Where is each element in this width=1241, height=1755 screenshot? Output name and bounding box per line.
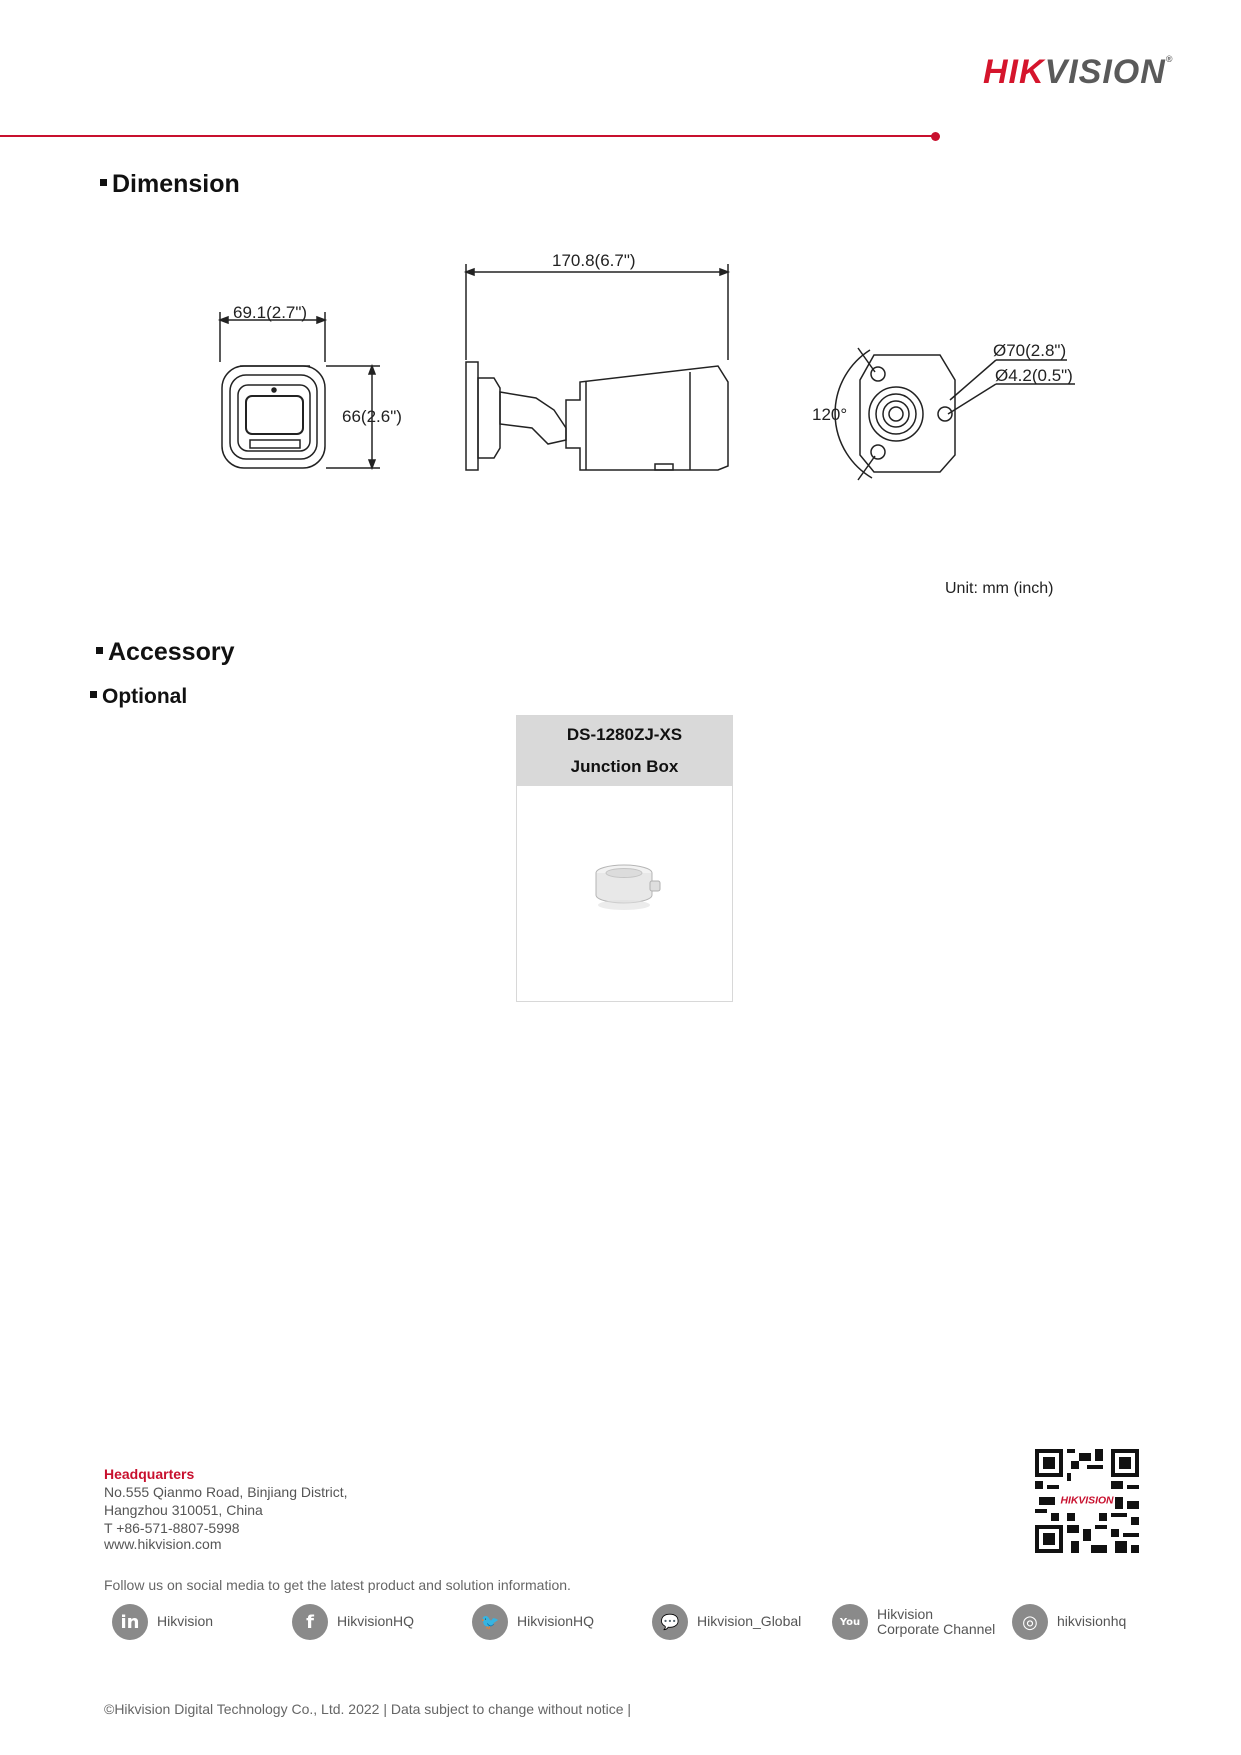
- accessory-card: [516, 715, 733, 1002]
- address-line: No.555 Qianmo Road, Binjiang District,: [104, 1484, 348, 1500]
- front-view: [220, 312, 380, 468]
- social-label: Hikvision: [157, 1613, 214, 1630]
- side-view: [466, 264, 728, 470]
- bullet-icon: [90, 691, 97, 698]
- wechat-icon: 💬: [652, 1604, 688, 1640]
- social-instagram[interactable]: [1012, 1604, 1126, 1640]
- social-label: HikvisionHQ: [337, 1613, 415, 1630]
- address-line: T +86-571-8807-5998: [104, 1520, 240, 1536]
- bullet-icon: [96, 647, 103, 654]
- junction-box-image: [592, 861, 662, 915]
- unit-note: Unit: mm (inch): [945, 580, 1054, 597]
- copyright: ©Hikvision Digital Technology Co., Ltd. 2022 | Data subject to change without notice |: [104, 1701, 632, 1717]
- social-label: Hikvision Corporate Channel: [877, 1605, 996, 1637]
- social-label: HikvisionHQ: [517, 1613, 595, 1630]
- youtube-icon: You: [832, 1604, 868, 1640]
- social-label: hikvisionhq: [1057, 1613, 1127, 1630]
- width-label: 69.1(2.7"): [233, 303, 308, 322]
- angle-label: 120°: [812, 405, 848, 424]
- accessory-heading: Accessory: [96, 640, 234, 665]
- base-diameter-label: Ø70(2.8"): [993, 341, 1067, 360]
- linkedin-icon: in: [112, 1604, 148, 1640]
- social-label: Hikvision_Global: [697, 1613, 802, 1630]
- facebook-icon: f: [292, 1604, 328, 1640]
- qr-logo: HIKVISION: [1060, 1495, 1114, 1507]
- dimension-drawing: [0, 0, 1241, 560]
- address-line: Hangzhou 310051, China: [104, 1502, 263, 1518]
- hikvision-logo: HIKVISION®: [983, 53, 1174, 91]
- height-label: 66(2.6"): [342, 407, 402, 426]
- hole-diameter-label: Ø4.2(0.5"): [995, 366, 1073, 385]
- twitter-icon: 🐦: [472, 1604, 508, 1640]
- instagram-icon: ◎: [1012, 1604, 1048, 1640]
- social-linkedin[interactable]: [112, 1604, 213, 1640]
- follow-text: Follow us on social media to get the latest product and solution information.: [104, 1577, 571, 1593]
- website-link[interactable]: www.hikvision.com: [104, 1536, 222, 1552]
- qr-code[interactable]: [1035, 1449, 1139, 1553]
- accessory-card-header: [517, 716, 732, 786]
- length-label: 170.8(6.7"): [552, 251, 636, 270]
- accessory-model: DS-1280ZJ-XS: [566, 725, 683, 744]
- social-wechat[interactable]: [652, 1604, 801, 1640]
- social-facebook[interactable]: [292, 1604, 414, 1640]
- social-twitter[interactable]: [472, 1604, 594, 1640]
- dimension-heading: Dimension: [100, 172, 240, 197]
- social-youtube[interactable]: [832, 1604, 995, 1640]
- optional-heading: Optional: [90, 686, 187, 707]
- accessory-name: Junction Box: [570, 757, 679, 776]
- hq-title: Headquarters: [104, 1466, 195, 1482]
